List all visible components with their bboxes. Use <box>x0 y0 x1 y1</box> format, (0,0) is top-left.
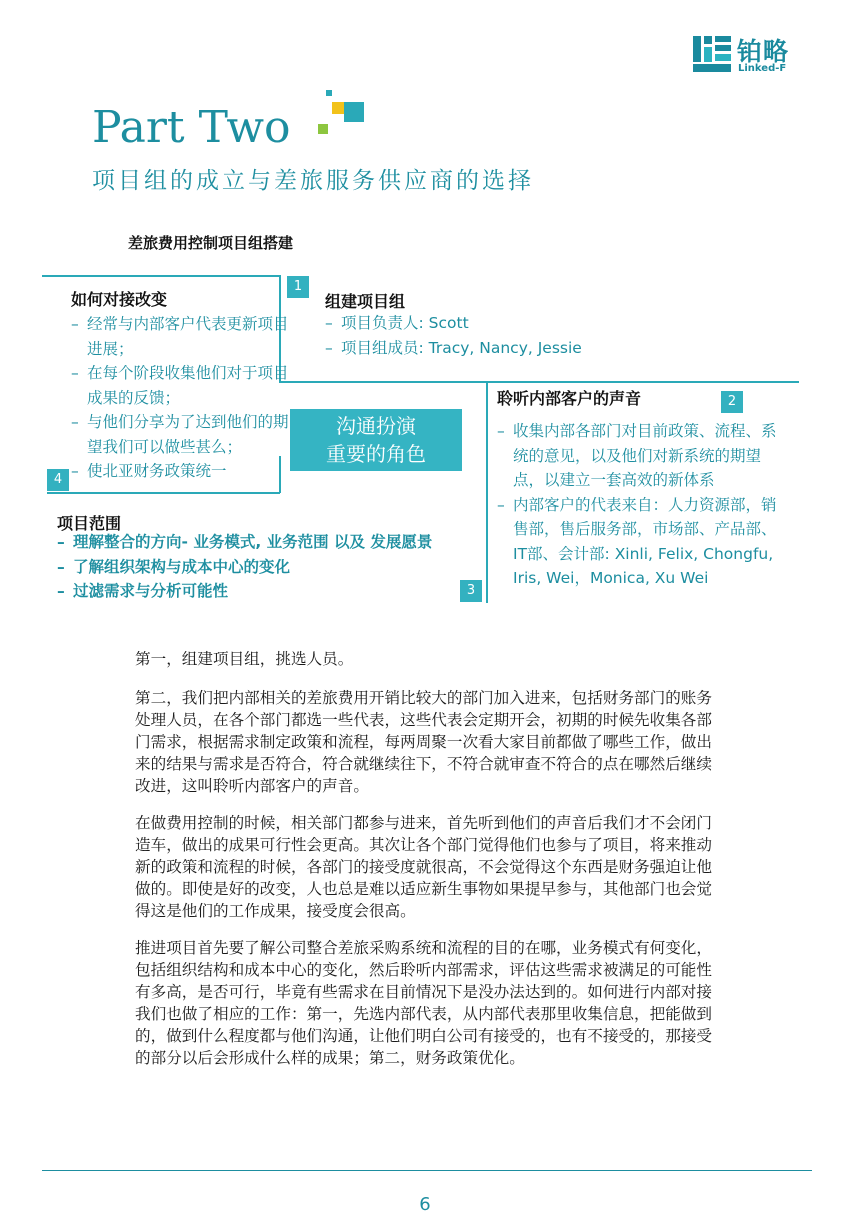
square-yellow <box>332 102 344 114</box>
list-item: – 与他们分享为了达到他们的期望我们可以做些甚么； <box>71 410 291 459</box>
logo-mark-icon <box>693 36 731 74</box>
quadrant-2-list <box>497 419 787 591</box>
quadrant-4-list <box>71 312 291 484</box>
quadrant-1-title: 组建项目组 <box>325 292 406 311</box>
quadrant-3-list <box>57 530 477 604</box>
list-item: – 理解整合的方向- 业务模式, 业务范围 以及 发展愿景 <box>57 530 477 555</box>
quadrant-3-title: 项目范围 <box>57 514 122 533</box>
list-item: – 过滤需求与分析可能性 <box>57 579 477 604</box>
number-badge-2: 2 <box>721 391 743 413</box>
number-badge-4: 4 <box>47 469 69 491</box>
number-badge-1: 1 <box>287 276 309 298</box>
logo-chinese-text: 铂略 <box>737 37 790 66</box>
list-item: – 了解组织架构与成本中心的变化 <box>57 555 477 580</box>
diagram-heading: 差旅费用控制项目组搭建 <box>128 234 294 252</box>
body-paragraph-3: 在做费用控制的时候，相关部门都参与进来，首先听到他们的声音后我们才不会闭门造车，做出的成果可行性会更高。其次让各个部门觉得他们也参与了项目，将来推动新的政策和流程的时候，各部门的接受度就很高，不会觉得这个东西是财务强迫让他做的。即使是好的改变，人也总是难以适应新生事物如果提早参与，其他部门也会觉得这是他们的工作成果，接受度会很高。 <box>135 814 712 920</box>
logo-english-text: Linked-F <box>738 63 787 74</box>
part-title: Part Two <box>92 102 291 153</box>
list-item: – 收集内部各部门对目前政策、流程、系统的意见，以及他们对新系统的期望点，以建立一套高效的新体系 <box>497 419 787 493</box>
list-item: – 项目负责人: Scott <box>325 311 615 336</box>
divider-vertical-right <box>486 381 488 603</box>
number-badge-3: 3 <box>460 580 482 602</box>
quadrant-1-list <box>325 311 615 360</box>
square-small-teal <box>326 90 332 96</box>
body-paragraph-2: 第二，我们把内部相关的差旅费用开销比较大的部门加入进来，包括财务部门的账务处理人员，在各个部门都选一些代表，这些代表会定期开会，初期的时候先收集各部门需求，根据需求制定政策和流程，每两周聚一次看大家目前都做了哪些工作，做出来的结果与需求是否符合，符合就继续往下，不符合就审查不符合的点在哪然后继续改进，这叫聆听内部客户的声音。 <box>135 689 712 795</box>
list-item: – 内部客户的代表来自：人力资源部，销售部，售后服务部，市场部、产品部、IT部、会计部: Xinli, Felix, Chongfu, Iris, Wei，Monica, Xu Wei <box>497 493 787 591</box>
brand-logo <box>693 36 813 76</box>
body-paragraph-4: 推进项目首先要了解公司整合差旅采购系统和流程的目的在哪，业务模式有何变化，包括组织结构和成本中心的变化，然后聆听内部需求，评估这些需求被满足的可能性有多高，是否可行，毕竟有些需求在目前情况下是没办法达到的。如何进行内部对接我们也做了相应的工作：第一，先选内部代表，从内部代表那里收集信息，把能做到的，做到什么程度都与他们沟通，让他们明白公司有接受的，也有不接受的，那接受的部分以后会形成什么样的成果；第二，财务政策优化。 <box>135 939 712 1067</box>
divider-top-left-horizontal <box>42 275 280 277</box>
part-subtitle: 项目组的成立与差旅服务供应商的选择 <box>92 168 534 194</box>
center-message-box <box>290 409 462 471</box>
quadrant-2-title: 聆听内部客户的声音 <box>497 389 642 408</box>
page-number: 6 <box>419 1194 431 1215</box>
body-paragraph-1: 第一，组建项目组，挑选人员。 <box>135 650 354 668</box>
center-line-1: 沟通扮演 <box>336 414 416 438</box>
decorative-squares <box>316 90 366 140</box>
list-item: – 在每个阶段收集他们对于项目成果的反馈； <box>71 361 291 410</box>
footer-divider <box>42 1170 812 1171</box>
list-item: – 使北亚财务政策统一 <box>71 459 291 484</box>
center-line-2: 重要的角色 <box>326 442 426 466</box>
list-item: – 项目组成员: Tracy, Nancy, Jessie <box>325 336 615 361</box>
square-green <box>318 124 328 134</box>
divider-right-horizontal <box>279 381 799 383</box>
list-item: – 经常与内部客户代表更新项目进展； <box>71 312 291 361</box>
square-teal <box>344 102 364 122</box>
quadrant-4-title: 如何对接改变 <box>71 290 168 309</box>
divider-left-horizontal <box>47 492 280 494</box>
